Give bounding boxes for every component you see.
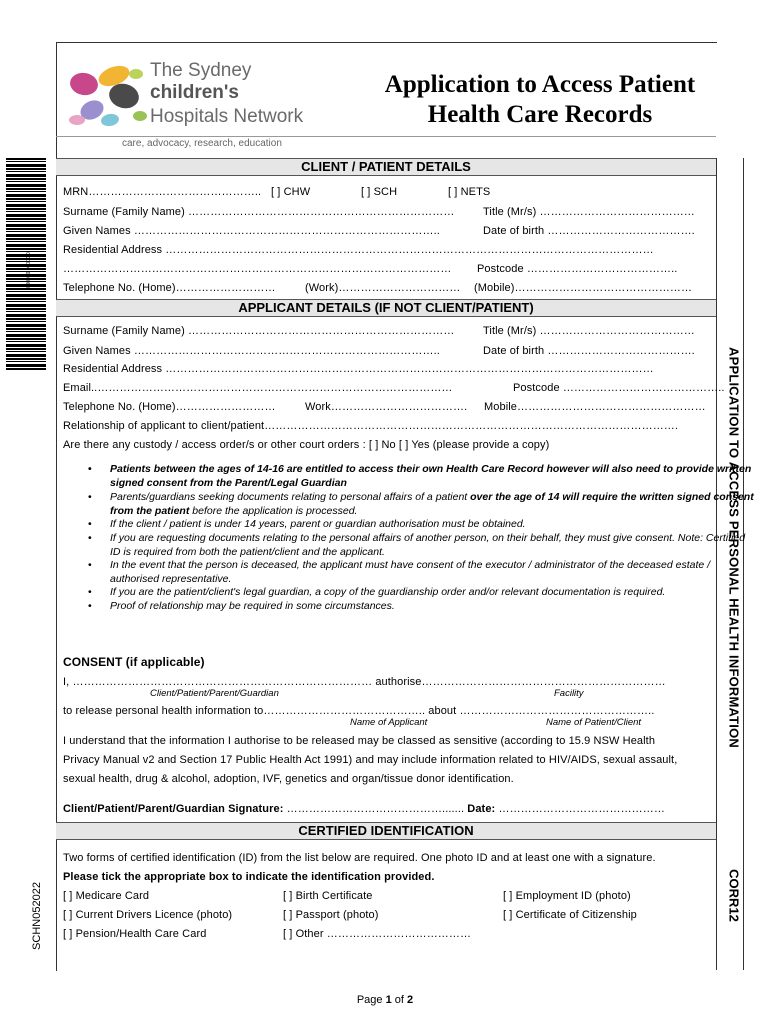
document-code: SCHN052022 xyxy=(31,882,43,950)
date-field[interactable]: ……………………………………… xyxy=(495,803,665,815)
applicant-postcode-field[interactable]: Postcode …………………………………….. xyxy=(513,382,725,394)
header-divider xyxy=(56,136,716,137)
consent-label-patient: Name of Patient/Client xyxy=(546,717,642,728)
note-emphasis: over the age of 14 will require the written signed consent from the patient xyxy=(110,491,754,517)
consent-label-applicant: Name of Applicant xyxy=(350,717,428,728)
consent-authorise-line[interactable]: I, ……………………………………………………………………… authorise………………………………………………………… xyxy=(63,676,666,688)
page-total: 2 xyxy=(407,994,414,1006)
logo-pebbles-icon xyxy=(62,58,152,138)
note-item: • In the event that the person is deceased, the applicant must have consent of the executor / administrator of the deceased estate / authorised representative. xyxy=(110,559,755,586)
applicant-section-heading: APPLICANT DETAILS (IF NOT CLIENT/PATIENT) xyxy=(56,299,716,317)
conditions-list xyxy=(63,463,755,614)
page-mid: of xyxy=(391,994,408,1006)
side-title: APPLICATION TO ACCESS PERSONAL HEALTH INFORMATION xyxy=(726,346,742,748)
title-line-2: Health Care Records xyxy=(427,101,653,128)
page-prefix: Page xyxy=(356,994,386,1006)
certified-id-heading: CERTIFIED IDENTIFICATION xyxy=(56,822,716,840)
applicant-given-names-field[interactable]: Given Names ……………………………………………………………………….. xyxy=(63,345,440,357)
logo xyxy=(62,52,332,152)
applicant-surname-field[interactable]: Surname (Family Name) ……………………………………………………………… xyxy=(63,325,455,337)
client-address-field[interactable]: Residential Address …………………………………………………………………………………………………………………… xyxy=(63,244,654,256)
barcode-number: 0 00000 00000 0 xyxy=(24,252,30,290)
drivers-licence-checkbox[interactable]: [ ] Current Drivers Licence (photo) xyxy=(63,909,233,921)
logo-line-3: Hospitals Network xyxy=(150,106,304,127)
logo-tagline: care, advocacy, research, education xyxy=(122,138,282,149)
sch-checkbox[interactable]: [ ] SCH xyxy=(361,186,398,198)
client-telephone-mobile-field[interactable]: (Mobile)………………………………………… xyxy=(474,282,693,294)
note-item: • If you are requesting documents relating to the personal affairs of another person, on their behalf, they must give consent. Note: Certified ID is required from both the patient/client and the applicant. xyxy=(110,532,755,559)
consent-text-2: Privacy Manual v2 and Section 17 Public Health Act 1991) and may include information related to HIV/AIDS, sexual assault, xyxy=(63,754,678,766)
logo-line-1: The Sydney xyxy=(150,60,252,81)
note-text: before the application is processed. xyxy=(189,504,358,517)
employment-id-checkbox[interactable]: [ ] Employment ID (photo) xyxy=(503,890,631,902)
applicant-relationship-field[interactable]: Relationship of applicant to client/patient…………………………………………………………………………………………………. xyxy=(63,420,679,432)
client-telephone-home-field[interactable]: Telephone No. (Home)……………………… xyxy=(63,282,276,294)
page-current: 1 xyxy=(385,994,392,1006)
certified-id-intro: Two forms of certified identification (ID) from the list below are required. One photo ID and at least one with a signature. xyxy=(63,852,656,864)
passport-checkbox[interactable]: [ ] Passport (photo) xyxy=(283,909,379,921)
signature-label: Client/Patient/Parent/Guardian Signature: xyxy=(63,803,284,815)
consent-heading: CONSENT (if applicable) xyxy=(63,655,205,669)
citizenship-certificate-checkbox[interactable]: [ ] Certificate of Citizenship xyxy=(503,909,637,921)
consent-text-3: sexual health, drug & alcohol, adoption, IVF, genetics and organ/tissue donor identification. xyxy=(63,773,514,785)
chw-checkbox[interactable]: [ ] CHW xyxy=(271,186,311,198)
applicant-dob-field[interactable]: Date of birth …………………………………. xyxy=(483,345,695,357)
form-code: CORR12 xyxy=(726,869,742,922)
client-dob-field[interactable]: Date of birth …………………………………. xyxy=(483,225,695,237)
consent-text-1: I understand that the information I authorise to be released may be classed as sensitive (according to 15.9 NSW Health xyxy=(63,735,656,747)
page-title xyxy=(370,70,710,130)
note-item: • Patients between the ages of 14-16 are entitled to access their own Health Care Record however will also need to provide written signed consent from the Parent/Legal Guardian xyxy=(110,463,755,490)
note-item: • If the client / patient is under 14 years, parent or guardian authorisation must be obtained. xyxy=(110,518,755,532)
title-line-1: Application to Access Patient xyxy=(384,71,696,98)
certified-id-instruction: Please tick the appropriate box to indicate the identification provided. xyxy=(63,871,435,883)
note-item xyxy=(110,491,755,518)
applicant-email-field[interactable]: Email..…………………………………………………………………………………… xyxy=(63,382,453,394)
client-surname-field[interactable]: Surname (Family Name) ……………………………………………………………… xyxy=(63,206,455,218)
logo-line-2: children's xyxy=(150,82,239,103)
client-postcode-field[interactable]: Postcode ………………………………….. xyxy=(477,263,678,275)
client-given-names-field[interactable]: Given Names ……………………………………………………………………….. xyxy=(63,225,440,237)
client-title-field[interactable]: Title (Mr/s) …………………………………… xyxy=(483,206,695,218)
client-address-line-2[interactable]: …………………………………………………………………………………………… xyxy=(63,263,452,275)
mrn-field[interactable]: MRN……………………………………….. xyxy=(63,186,262,198)
pension-card-checkbox[interactable]: [ ] Pension/Health Care Card xyxy=(63,928,207,940)
nets-checkbox[interactable]: [ ] NETS xyxy=(448,186,491,198)
client-section-heading: CLIENT / PATIENT DETAILS xyxy=(56,158,716,176)
applicant-address-field[interactable]: Residential Address …………………………………………………………………………………………………………………… xyxy=(63,363,654,375)
consent-label-facility: Facility xyxy=(554,688,584,699)
birth-certificate-checkbox[interactable]: [ ] Birth Certificate xyxy=(283,890,373,902)
consent-label-client: Client/Patient/Parent/Guardian xyxy=(150,688,279,699)
note-item: • If you are the patient/client's legal guardian, a copy of the guardianship order and/or relevant documentation is required. xyxy=(110,586,755,600)
signature-line[interactable] xyxy=(63,803,665,815)
consent-release-line[interactable]: to release personal health information to…………………………………….. about …………………………………………….. xyxy=(63,705,655,717)
date-label: Date: xyxy=(467,803,496,815)
note-text: Parents/guardians seeking documents relating to personal affairs of a patient xyxy=(110,491,471,504)
applicant-title-field[interactable]: Title (Mr/s) …………………………………… xyxy=(483,325,695,337)
other-id-checkbox[interactable]: [ ] Other ………………………………… xyxy=(283,928,472,940)
applicant-telephone-work-field[interactable]: Work………………………………. xyxy=(305,401,468,413)
applicant-telephone-mobile-field[interactable]: Mobile…………………………………………… xyxy=(484,401,706,413)
page-number xyxy=(0,994,770,1006)
client-telephone-work-field[interactable]: (Work)…………………………… xyxy=(305,282,461,294)
medicare-card-checkbox[interactable]: [ ] Medicare Card xyxy=(63,890,150,902)
note-item: • Proof of relationship may be required in some circumstances. xyxy=(110,600,755,614)
applicant-telephone-home-field[interactable]: Telephone No. (Home)……………………… xyxy=(63,401,276,413)
custody-orders-question[interactable]: Are there any custody / access order/s or other court orders : [ ] No [ ] Yes (please provide a copy) xyxy=(63,439,550,451)
signature-field[interactable]: ……………………………………....... xyxy=(283,803,468,815)
